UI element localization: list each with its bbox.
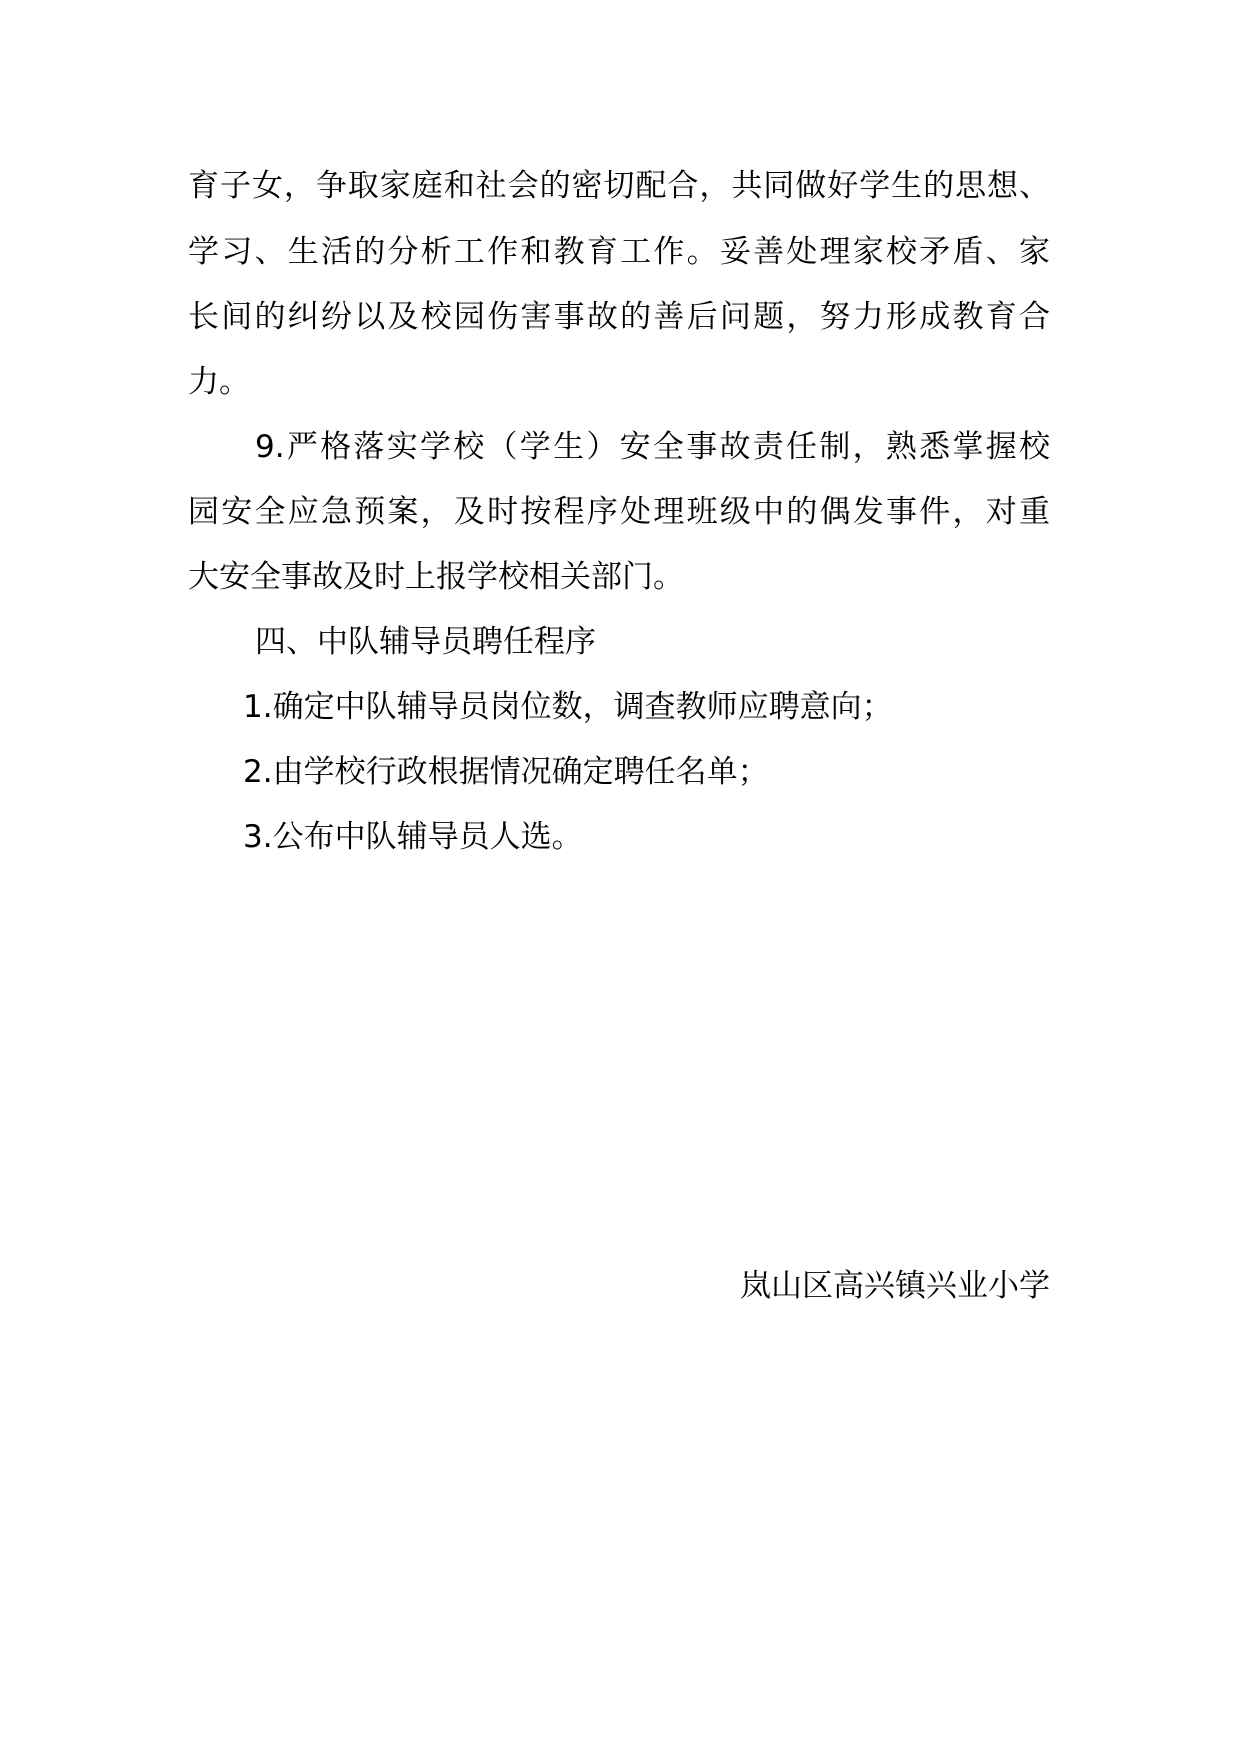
paragraph-8-line-1: 育子女，争取家庭和社会的密切配合，共同做好学生的思想、 [188, 168, 1050, 204]
school-signature: 岚山区高兴镇兴业小学 [740, 1268, 1050, 1304]
paragraph-9-line-3: 大安全事故及时上报学校相关部门。 [188, 559, 684, 595]
section-4-step-3: 3.公布中队辅导员人选。 [243, 819, 583, 855]
section-4-heading: 四、中队辅导员聘任程序 [255, 624, 596, 660]
section-4-step-2: 2.由学校行政根据情况确定聘任名单； [243, 754, 769, 790]
paragraph-8-line-4: 力。 [188, 364, 250, 400]
paragraph-8-line-2: 学习、生活的分析工作和教育工作。妥善处理家校矛盾、家 [188, 234, 1050, 270]
section-4-step-1: 1.确定中队辅导员岗位数，调查教师应聘意向； [243, 689, 893, 725]
paragraph-9-line-2: 园安全应急预案，及时按程序处理班级中的偶发事件，对重 [188, 494, 1050, 530]
paragraph-8-line-3: 长间的纠纷以及校园伤害事故的善后问题，努力形成教育合 [188, 299, 1050, 335]
paragraph-9-line-1: 9.严格落实学校（学生）安全事故责任制，熟悉掌握校 [255, 429, 1050, 465]
